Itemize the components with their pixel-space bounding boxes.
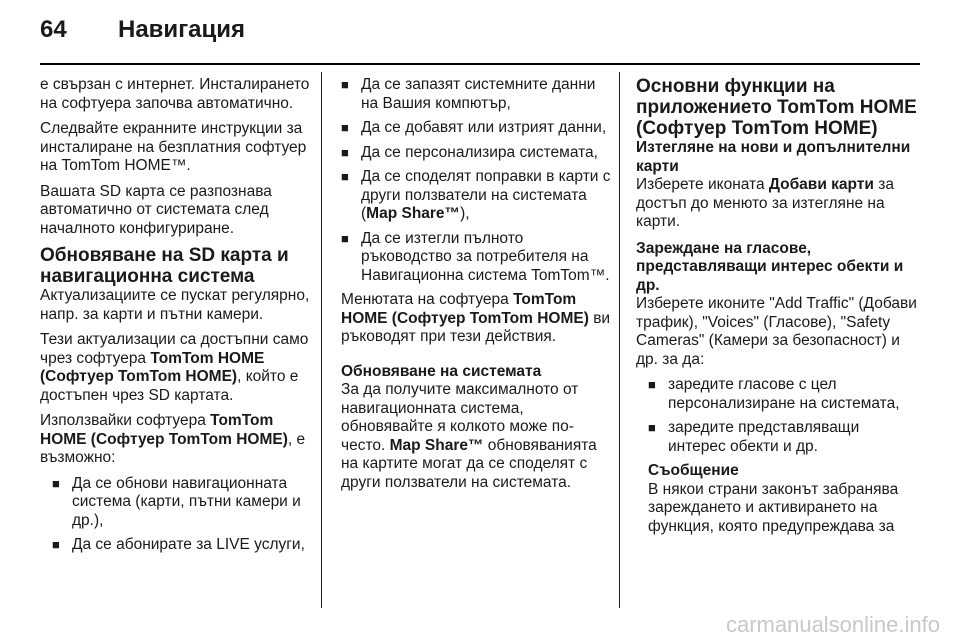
list-item: ■ Да се абонирате за LIVE услуги, bbox=[52, 536, 316, 555]
header-rule bbox=[40, 63, 920, 65]
section-heading: Обновяване на SD карта и навигационна система bbox=[40, 245, 289, 287]
note-title: Съобщение bbox=[648, 462, 739, 479]
column-2 bbox=[341, 76, 611, 499]
bullet-list bbox=[648, 376, 920, 456]
bullet-list bbox=[341, 76, 611, 285]
column-1 bbox=[40, 76, 316, 561]
subheading: Изтегляне на нови и допълнителни карти bbox=[636, 139, 911, 175]
section-heading: Основни функции на приложението TomTom HOME (Софтуер TomTom HOME) bbox=[636, 76, 917, 139]
list-item: ■ Да се изтегли пълното ръководство за потребителя на Навигационна система TomTom™. bbox=[341, 230, 611, 286]
note-box bbox=[636, 462, 920, 536]
paragraph: Изберете иконите "Add Traffic" (Добави трафик), "Voices" (Гласове), "Safety Cameras" (Камери за безопасност) и др. за да: bbox=[636, 295, 917, 368]
column-divider-2 bbox=[619, 72, 620, 608]
list-item: ■ заредите представляващи интерес обекти и др. bbox=[648, 419, 920, 456]
list-item: ■ Да се споделят поправки в карти с други ползватели на системата (Map Share™), bbox=[341, 168, 611, 224]
paragraph: Актуализациите се пускат регулярно, напр. за карти и пътни камери. bbox=[40, 287, 310, 323]
list-item: ■ Да се добавят или изтрият данни, bbox=[341, 119, 611, 138]
list-item: ■ Да се персонализира системата, bbox=[341, 144, 611, 163]
watermark: carmanualsonline.info bbox=[725, 612, 940, 637]
paragraph: Използвайки софтуера TomTom HOME (Софтуер TomTom HOME), е възможно: bbox=[40, 412, 306, 466]
paragraph: е свързан с интернет. Инсталирането на софтуера започва автоматично. bbox=[40, 76, 310, 112]
paragraph: Вашата SD карта се разпознава автоматично от системата след началното конфигуриране. bbox=[40, 182, 272, 237]
list-item: ■ Да се запазят системните данни на Вашия компютър, bbox=[341, 76, 611, 113]
bullet-list bbox=[52, 475, 316, 555]
note-text: В някои страни законът забранява зареждането и активирането на функция, която предупреждава за bbox=[648, 480, 899, 535]
list-item: ■ заредите гласове с цел персонализиране на системата, bbox=[648, 376, 920, 413]
list-item: ■ Да се обнови навигационната система (карти, пътни камери и др.), bbox=[52, 475, 316, 531]
subheading: Обновяване на системата bbox=[341, 362, 542, 380]
chapter-title: Навигация bbox=[118, 16, 246, 43]
column-3 bbox=[636, 76, 920, 536]
paragraph: Следвайте екранните инструкции за инсталиране на безплатния софтуер на TomTom HOME™. bbox=[40, 120, 307, 174]
paragraph: Изберете иконата Добави карти за достъп до менюто за изтегляне на карти. bbox=[636, 176, 894, 230]
column-divider-1 bbox=[321, 72, 322, 608]
paragraph: За да получите максималното от навигационната система, обновявайте я колкото може по-често. Map Share™ обновяванията на картите могат да се споделят с други ползватели на системата. bbox=[341, 381, 597, 491]
page-number: 64 bbox=[40, 16, 67, 43]
paragraph: Менютата на софтуера TomTom HOME (Софтуер TomTom HOME) ви ръководят при тези действия. bbox=[341, 291, 611, 345]
subheading: Зареждане на гласове, представляващи интерес обекти и др. bbox=[636, 239, 904, 294]
paragraph: Тези актуализации са достъпни само чрез софтуера TomTom HOME (Софтуер TomTom HOME), който е достъпен чрез SD картата. bbox=[40, 331, 309, 404]
